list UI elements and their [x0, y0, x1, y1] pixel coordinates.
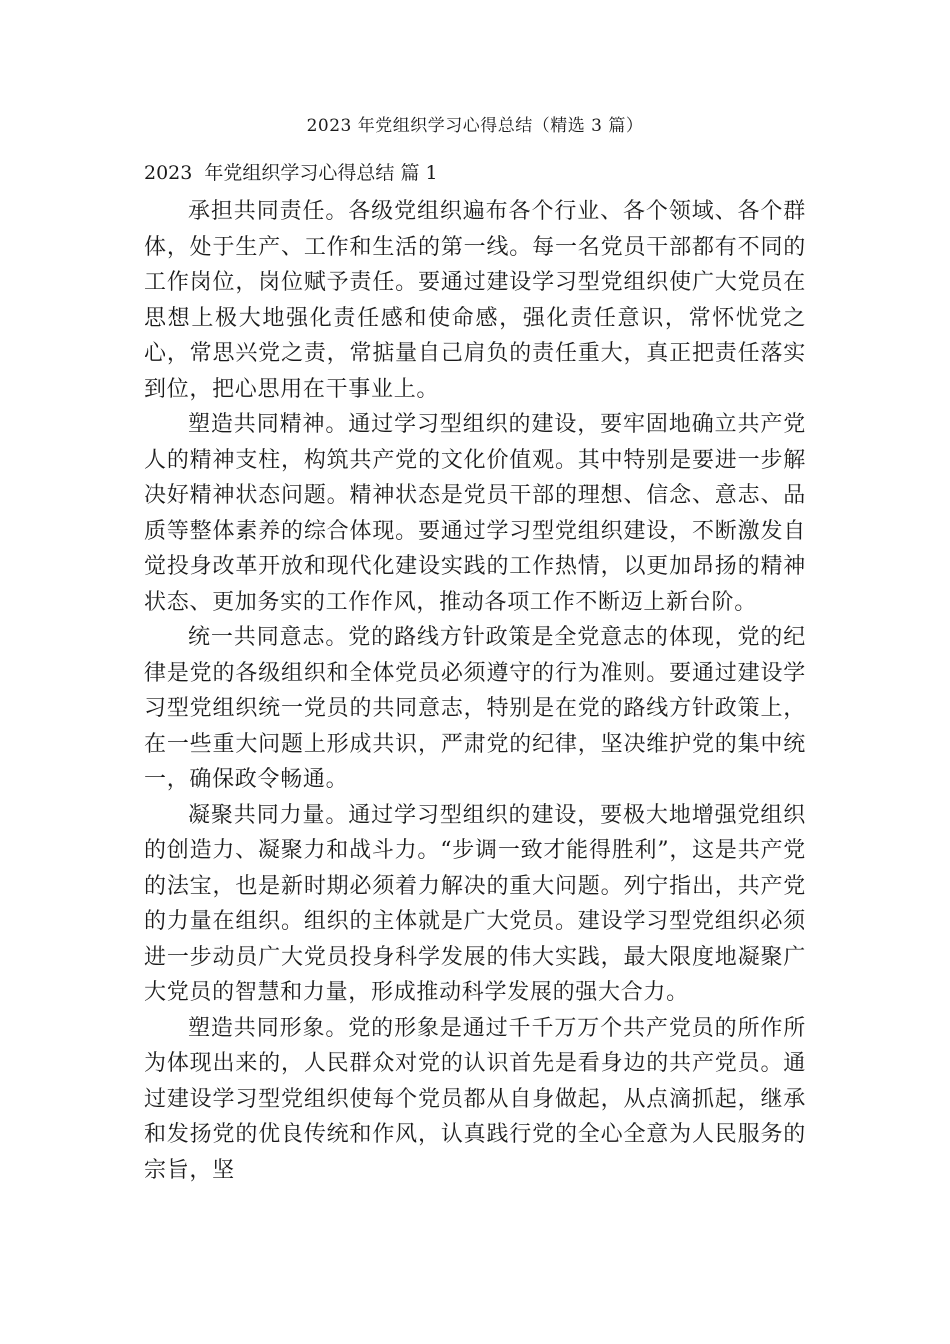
section-heading: 2023 年党组织学习心得总结 篇 1 — [144, 162, 438, 184]
paragraph-responsibility: 承担共同责任。各级党组织遍布各个行业、各个领域、各个群体，处于生产、工作和生活的第一线。每一名党员干部都有不同的工作岗位，岗位赋予责任。要通过建设学习型党组织使广大党员在思想上极大地强化责任感和使命感，强化责任意识，常怀忧党之心，常思兴党之责，常掂量自己肩负的责任重大，真正把责任落实到位，把心思用在干事业上。 — [144, 199, 806, 402]
document-body — [144, 194, 806, 1188]
paragraph-will: 统一共同意志。党的路线方针政策是全党意志的体现，党的纪律是党的各级组织和全体党员必须遵守的行为准则。要通过建设学习型党组织统一党员的共同意志，特别是在党的路线方针政策上，在一些重大问题上形成共识，严肃党的纪律，坚决维护党的集中统一，确保政令畅通。 — [144, 625, 806, 792]
paragraph-spirit: 塑造共同精神。通过学习型组织的建设，要牢固地确立共产党人的精神支柱，构筑共产党的文化价值观。其中特别是要进一步解决好精神状态问题。精神状态是党员干部的理想、信念、意志、品质等整体素养的综合体现。要通过学习型党组织建设，不断激发自觉投身改革开放和现代化建设实践的工作热情，以更加昂扬的精神状态、更加务实的工作作风，推动各项工作不断迈上新台阶。 — [144, 412, 806, 615]
paragraph-image: 塑造共同形象。党的形象是通过千千万万个共产党员的所作所为体现出来的，人民群众对党的认识首先是看身边的共产党员。通过建设学习型党组织使每个党员都从自身做起，从点滴抓起，继承和发扬党的优良传统和作风，认真践行党的全心全意为人民服务的宗旨，坚 — [144, 1015, 806, 1183]
paragraph-strength: 凝聚共同力量。通过学习型组织的建设，要极大地增强党组织的创造力、凝聚力和战斗力。“步调一致才能得胜利”，这是共产党的法宝，也是新时期必须着力解决的重大问题。列宁指出，共产党的力量在组织。组织的主体就是广大党员。建设学习型党组织必须进一步动员广大党员投身科学发展的伟大实践，最大限度地凝聚广大党员的智慧和力量，形成推动科学发展的强大合力。 — [144, 802, 806, 1005]
document-title: 2023 年党组织学习心得总结（精选 3 篇） — [306, 116, 644, 136]
